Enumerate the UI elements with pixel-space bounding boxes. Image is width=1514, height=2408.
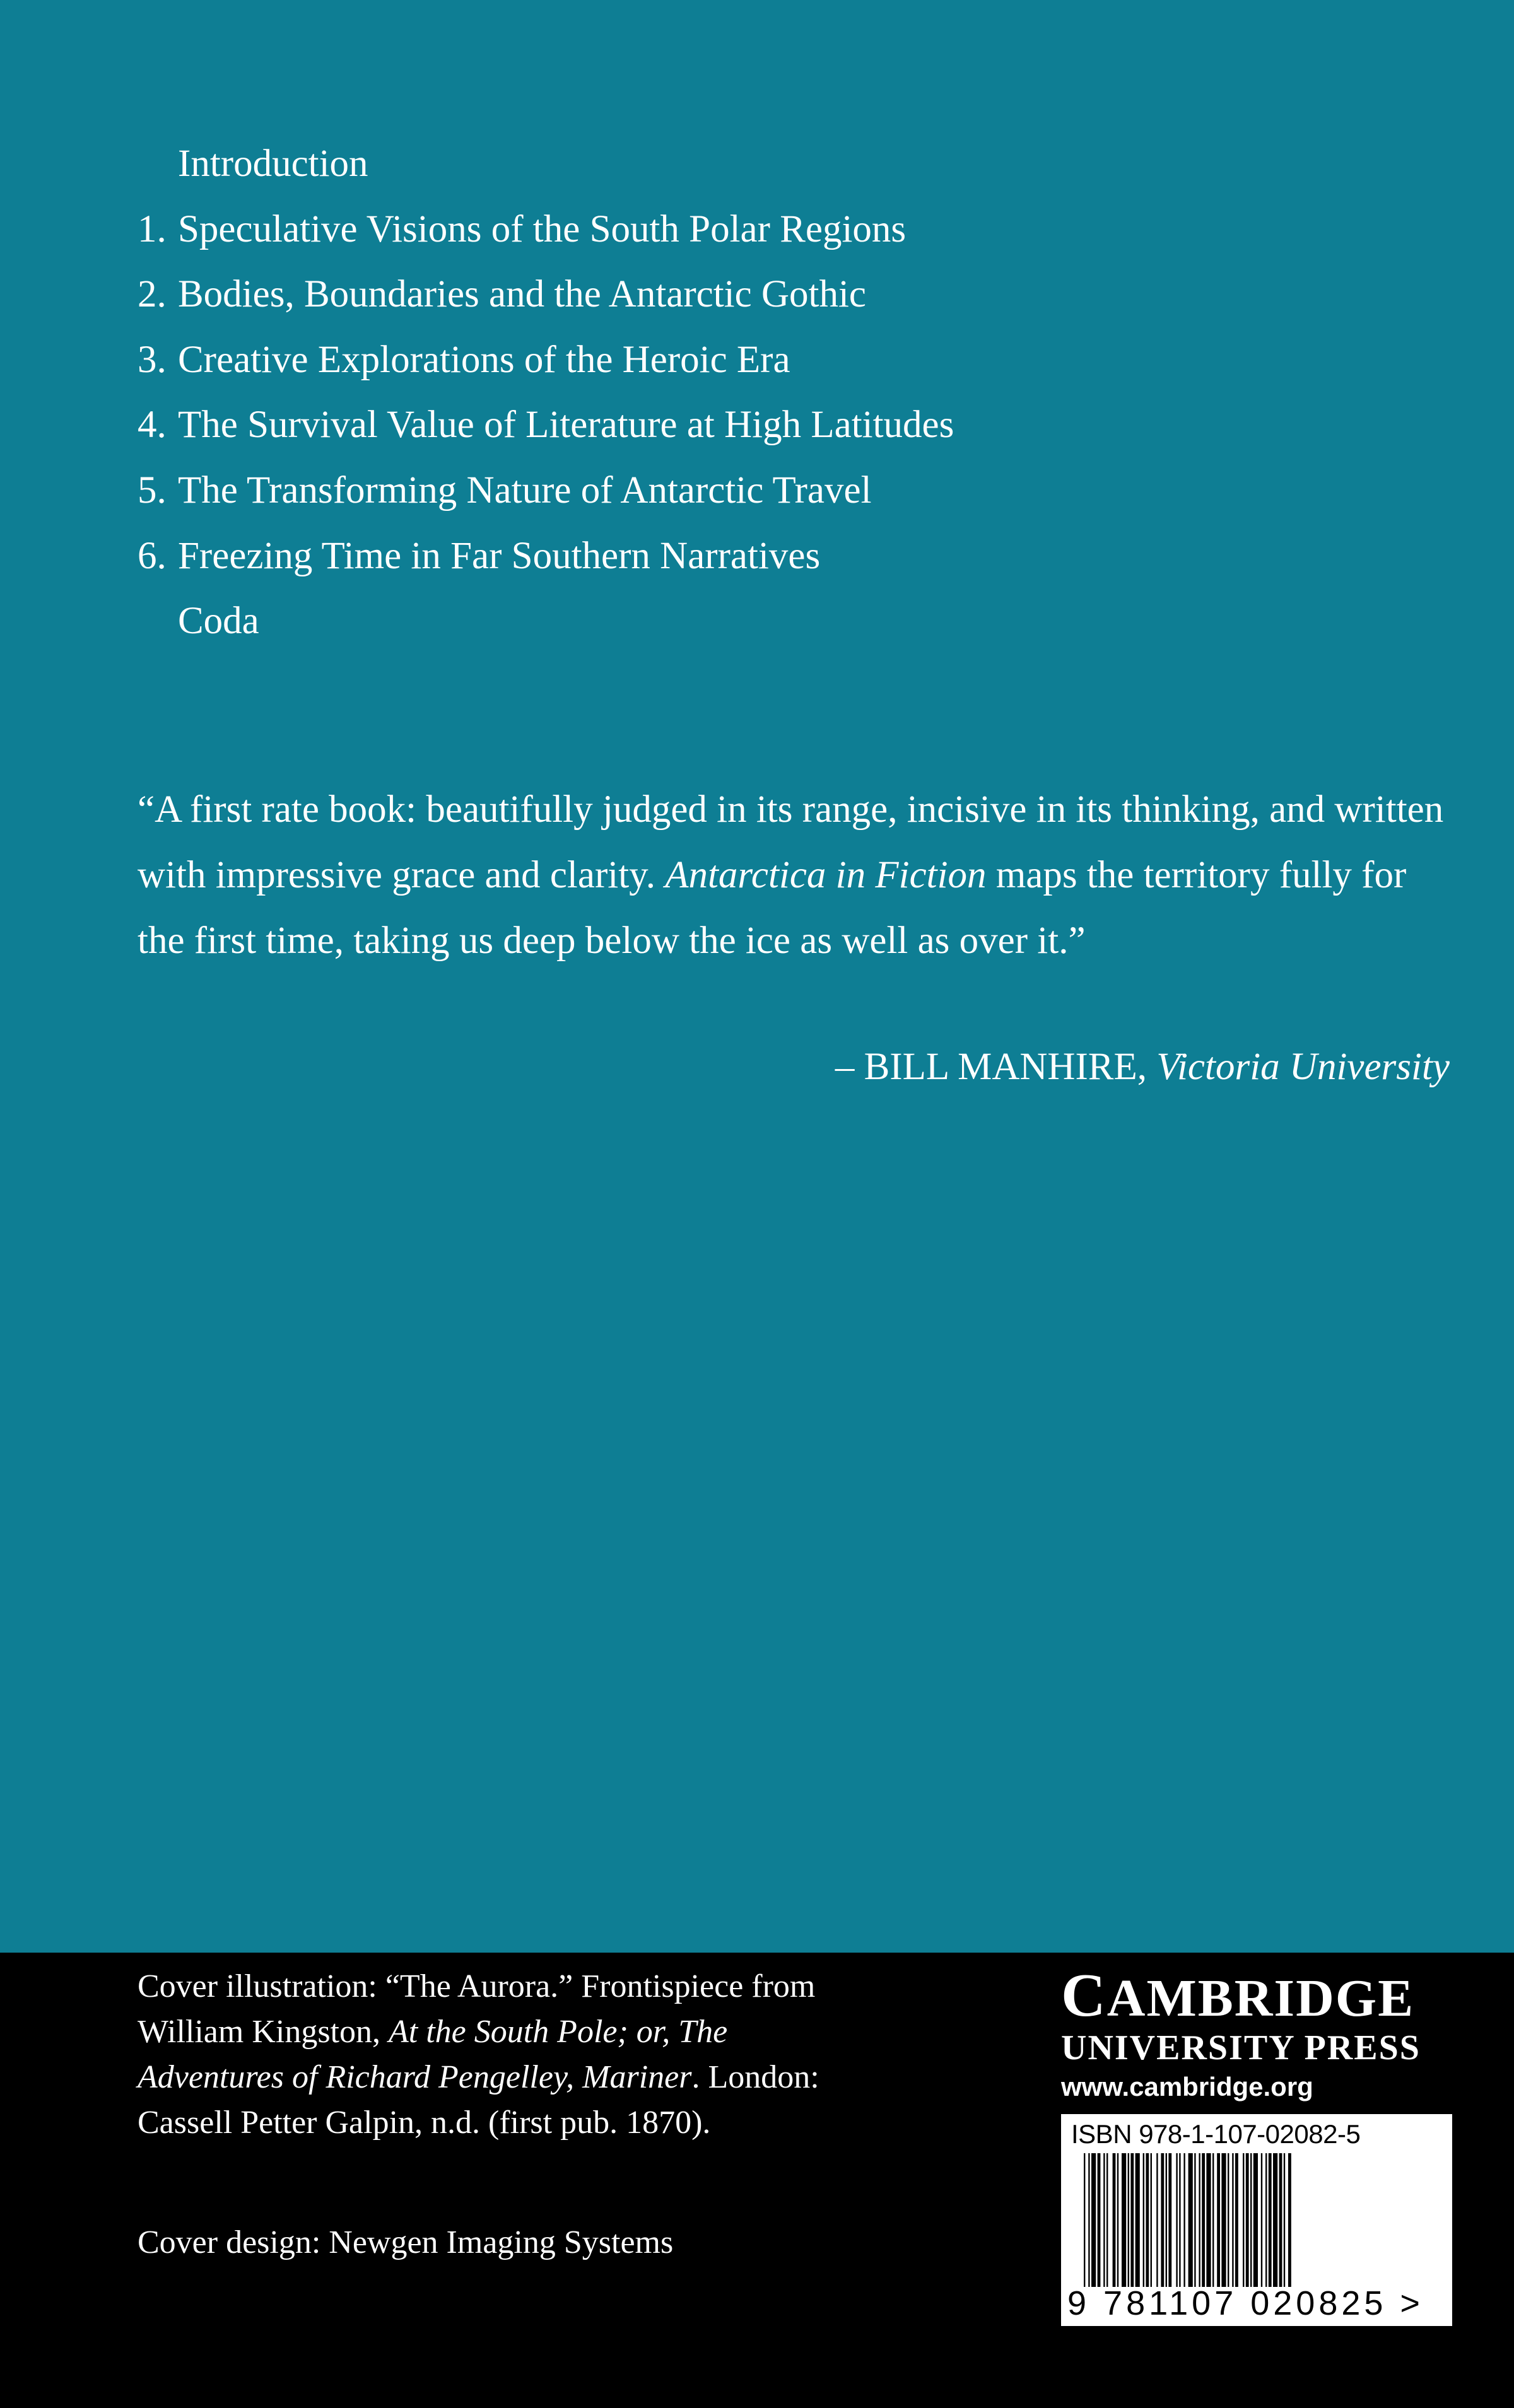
barcode-bar xyxy=(1212,2153,1214,2287)
barcode-bar xyxy=(1128,2153,1129,2287)
toc-entry xyxy=(138,588,1210,654)
barcode-bar xyxy=(1288,2153,1291,2287)
barcode-bar xyxy=(1143,2153,1144,2287)
credit-text-start: Cover illustration: “The Aurora.” Frontispiece from William Kingston, xyxy=(138,1968,816,2050)
cover-illustration-credit xyxy=(138,1964,863,2146)
barcode-bar xyxy=(1117,2153,1118,2287)
toc-title: The Transforming Nature of Antarctic Travel xyxy=(178,469,872,511)
publisher-url: www.cambridge.org xyxy=(1061,2072,1313,2101)
barcode-bar xyxy=(1202,2153,1205,2287)
toc-entry xyxy=(138,458,1210,523)
toc-title: Creative Explorations of the Heroic Era xyxy=(178,338,790,381)
quote-attribution xyxy=(835,1034,1450,1100)
barcode-icon xyxy=(1084,2153,1429,2287)
publisher-name-rest: AMBRIDGE xyxy=(1106,1969,1415,2028)
barcode-bar xyxy=(1228,2153,1229,2287)
barcode-bar xyxy=(1151,2153,1152,2287)
barcode-bar xyxy=(1130,2153,1134,2287)
barcode-bar xyxy=(1232,2153,1233,2287)
barcode-bar xyxy=(1235,2153,1238,2287)
toc-entry xyxy=(138,197,1210,262)
reviewer-name: – BILL MANHIRE, xyxy=(835,1046,1157,1088)
barcode-bar xyxy=(1183,2153,1185,2287)
barcode-bar xyxy=(1243,2153,1244,2287)
review-quote xyxy=(138,777,1450,974)
barcode-bar xyxy=(1269,2153,1272,2287)
toc-number: 6. xyxy=(138,534,167,577)
barcode-bar xyxy=(1206,2153,1211,2287)
publisher-name xyxy=(1061,1961,1452,2030)
footer-band xyxy=(0,1953,1514,2408)
toc-entry xyxy=(138,523,1210,589)
barcode-bar xyxy=(1194,2153,1195,2287)
barcode-bar xyxy=(1246,2153,1249,2287)
toc-number: 1. xyxy=(138,207,167,250)
barcode-bar xyxy=(1221,2153,1226,2287)
toc-title: The Survival Value of Literature at High Latitudes xyxy=(178,404,954,447)
reviewer-affiliation: Victoria University xyxy=(1156,1046,1450,1088)
toc-title: Freezing Time in Far Southern Narratives xyxy=(178,534,821,577)
barcode-digits: 9 781107 020825 > xyxy=(1067,2284,1424,2322)
barcode-bar xyxy=(1273,2153,1277,2287)
quote-book-title: Antarctica in Fiction xyxy=(665,854,987,896)
toc-title: Coda xyxy=(178,600,259,643)
barcode-panel xyxy=(1061,2114,1452,2326)
barcode-bar xyxy=(1084,2153,1085,2287)
barcode-bar xyxy=(1279,2153,1282,2287)
toc-number: 3. xyxy=(138,338,167,381)
barcode-bar xyxy=(1253,2153,1258,2287)
barcode-bar xyxy=(1261,2153,1262,2287)
toc-number: 4. xyxy=(138,404,167,447)
barcode-bar xyxy=(1168,2153,1171,2287)
barcode-bar xyxy=(1146,2153,1149,2287)
barcode-bar xyxy=(1166,2153,1167,2287)
barcode-bar xyxy=(1199,2153,1200,2287)
barcode-bar xyxy=(1156,2153,1158,2287)
credit-text-end: . London: Cassell Petter Galpin, n.d. (first pub. 1870). xyxy=(138,2059,819,2141)
barcode-bar xyxy=(1265,2153,1267,2287)
toc-title: Introduction xyxy=(178,143,368,185)
barcode-bar xyxy=(1179,2153,1180,2287)
credit-book-title: At the South Pole; or, The Adventures of Richard Pengelley, Mariner xyxy=(138,2014,728,2095)
barcode-bar xyxy=(1098,2153,1101,2287)
toc-entry xyxy=(138,262,1210,327)
barcode-bar xyxy=(1176,2153,1177,2287)
toc-entry xyxy=(138,327,1210,393)
barcode-bar xyxy=(1161,2153,1164,2287)
publisher-logo xyxy=(1061,1961,1452,2106)
barcode-bar xyxy=(1091,2153,1096,2287)
barcode-bar xyxy=(1284,2153,1285,2287)
table-of-contents xyxy=(138,131,1210,654)
cover-design-credit: Cover design: Newgen Imaging Systems xyxy=(138,2224,674,2260)
barcode-bar xyxy=(1136,2153,1140,2287)
barcode-bar xyxy=(1217,2153,1220,2287)
toc-number: 2. xyxy=(138,273,167,316)
barcode-bar xyxy=(1106,2153,1108,2287)
quote-text-start: “A first rate book: beautifully judged in its range, incisive in its thinking, and written with impressive grace and clarity. xyxy=(138,788,1444,896)
toc-title: Speculative Visions of the South Polar Regions xyxy=(178,207,907,250)
toc-number: 5. xyxy=(138,469,167,511)
toc-entry xyxy=(138,392,1210,458)
quote-text-end: maps the territory fully for the first time, taking us deep below the ice as well as over it.” xyxy=(138,854,1407,962)
barcode-bar xyxy=(1113,2153,1116,2287)
publisher-subtitle: UNIVERSITY PRESS xyxy=(1061,2028,1421,2067)
barcode-bar xyxy=(1250,2153,1252,2287)
barcode-bar xyxy=(1188,2153,1193,2287)
barcode-bar xyxy=(1088,2153,1089,2287)
toc-title: Bodies, Boundaries and the Antarctic Gothic xyxy=(178,273,866,316)
barcode-bar xyxy=(1103,2153,1105,2287)
isbn-label: ISBN 978-1-107-02082-5 xyxy=(1071,2119,1361,2149)
toc-entry xyxy=(138,131,1210,197)
barcode-bar xyxy=(1122,2153,1126,2287)
publisher-name-initial: C xyxy=(1061,1961,1107,2030)
